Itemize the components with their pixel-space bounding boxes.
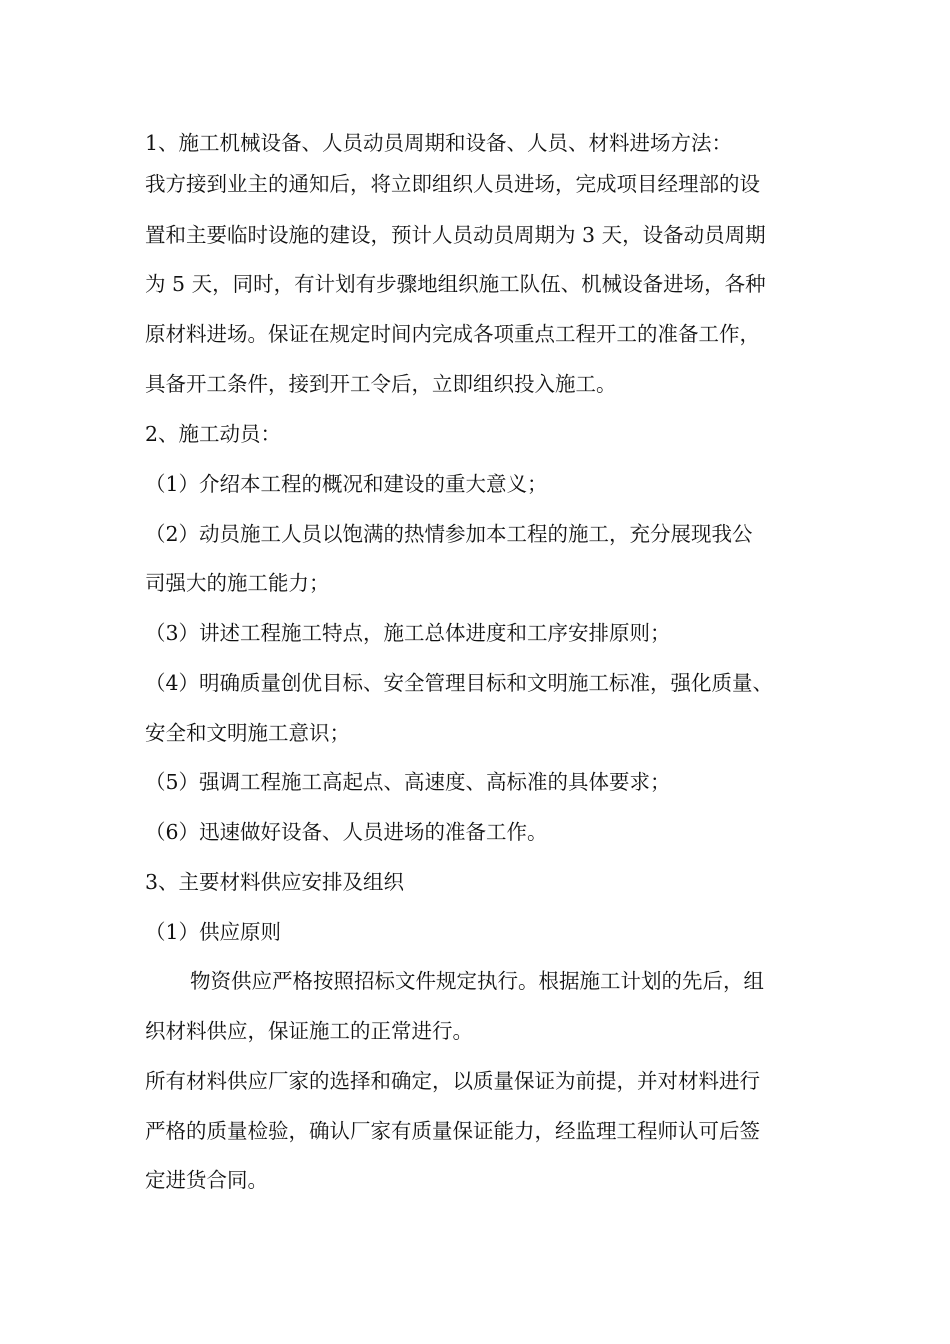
- list-item: （4）明确质量创优目标、安全管理目标和文明施工标准，强化质量、: [145, 671, 774, 695]
- list-item: （6）迅速做好设备、人员进场的准备工作。: [145, 820, 548, 844]
- paragraph-line: 具备开工条件，接到开工令后，立即组织投入施工。: [145, 372, 617, 396]
- section-3-heading: 3、主要材料供应安排及组织: [145, 870, 405, 894]
- paragraph-line: 我方接到业主的通知后，将立即组织人员进场，完成项目经理部的设: [145, 172, 760, 196]
- paragraph-line: 定进货合同。: [145, 1168, 268, 1192]
- paragraph-line: 置和主要临时设施的建设，预计人员动员周期为 3 天，设备动员周期: [145, 223, 766, 247]
- paragraph-line: 严格的质量检验，确认厂家有质量保证能力，经监理工程师认可后签: [145, 1119, 760, 1143]
- section-2-heading: 2、施工动员：: [145, 422, 282, 446]
- subsection-heading: （1）供应原则: [145, 920, 282, 944]
- section-1-heading: 1、施工机械设备、人员动员周期和设备、人员、材料进场方法：: [145, 131, 733, 155]
- paragraph-line: 为 5 天，同时，有计划有步骤地组织施工队伍、机械设备进场，各种: [145, 272, 766, 296]
- paragraph-line: 所有材料供应厂家的选择和确定，以质量保证为前提，并对材料进行: [145, 1069, 760, 1093]
- paragraph-line: 物资供应严格按照招标文件规定执行。根据施工计划的先后，组: [190, 969, 764, 993]
- list-item: （5）强调工程施工高起点、高速度、高标准的具体要求；: [145, 770, 671, 794]
- paragraph-line: 织材料供应，保证施工的正常进行。: [145, 1019, 473, 1043]
- list-item-continuation: 安全和文明施工意识；: [145, 721, 350, 745]
- list-item-continuation: 司强大的施工能力；: [145, 571, 330, 595]
- paragraph-line: 原材料进场。保证在规定时间内完成各项重点工程开工的准备工作，: [145, 322, 760, 346]
- list-item: （2）动员施工人员以饱满的热情参加本工程的施工，充分展现我公: [145, 522, 753, 546]
- list-item: （3）讲述工程施工特点，施工总体进度和工序安排原则；: [145, 621, 671, 645]
- list-item: （1）介绍本工程的概况和建设的重大意义；: [145, 472, 548, 496]
